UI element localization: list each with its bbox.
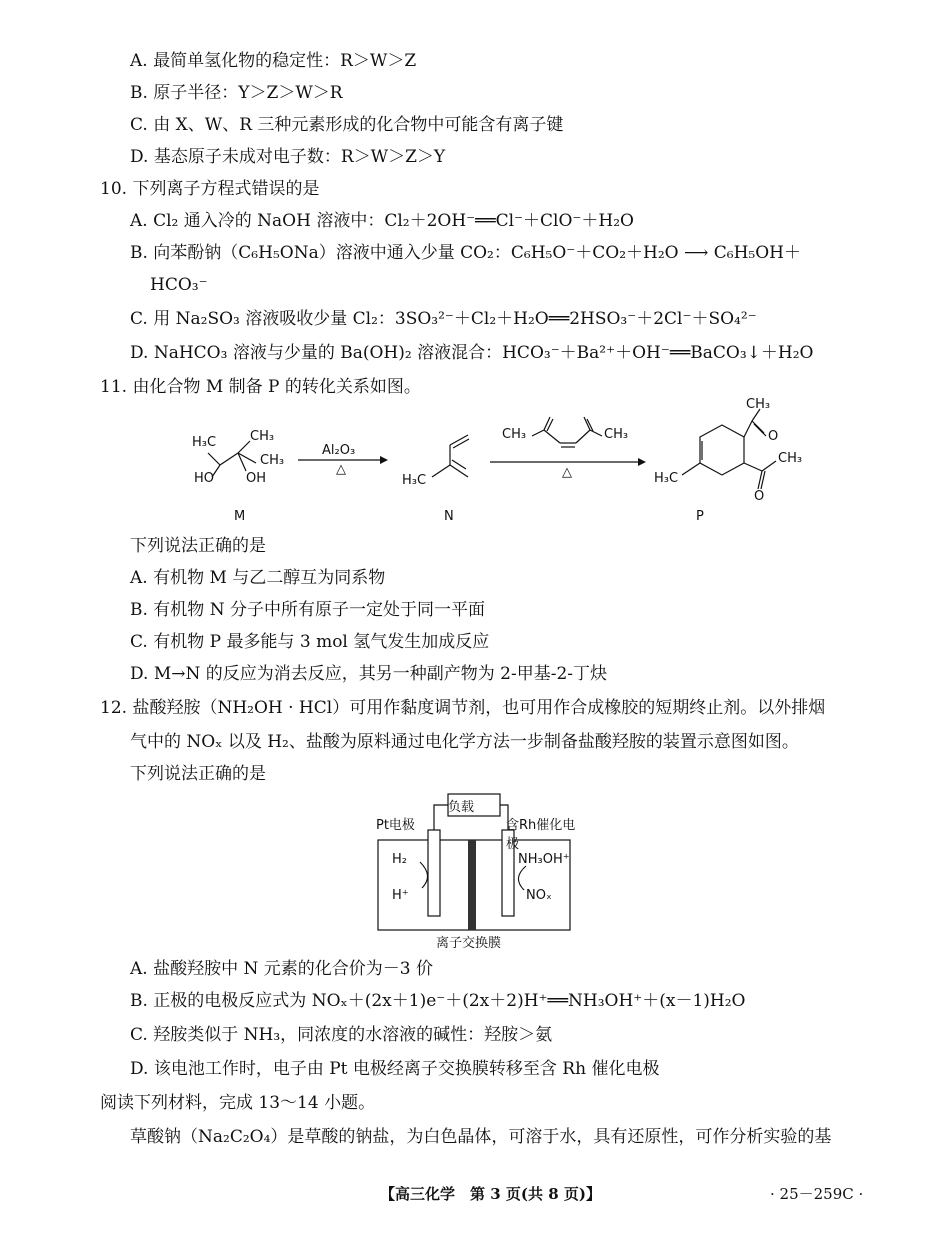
label-p: P [696, 509, 704, 524]
q11-option-a: A. 有机物 M 与乙二醇互为同系物 [130, 568, 386, 588]
label-n: N [444, 509, 454, 524]
membrane-label: 离子交换膜 [436, 936, 502, 951]
p-o-top: O [768, 429, 779, 444]
electrochemical-cell [376, 790, 576, 950]
q9-option-a: A. 最简单氢化物的稳定性：R＞W＞Z [130, 51, 417, 71]
page-footer: 【高三化学 第 3 页(共 8 页)】 [380, 1185, 601, 1203]
hplus-label: H⁺ [392, 888, 409, 903]
q12-option-c: C. 羟胺类似于 NH₃，同浓度的水溶液的碱性：羟胺＞氨 [130, 1025, 553, 1045]
q12-stem-1: 12. 盐酸羟胺（NH₂OH · HCl）可用作黏度调节剂，也可用作合成橡胶的短期终止剂。以外排烟 [100, 698, 826, 718]
m-ch3-right: CH₃ [260, 453, 285, 468]
q11-option-b: B. 有机物 N 分子中所有原子一定处于同一平面 [130, 600, 485, 620]
q11-stem: 11. 由化合物 M 制备 P 的转化关系如图。 [100, 377, 421, 397]
page-code: · 25－259C · [770, 1185, 864, 1203]
n-h3c: H₃C [402, 473, 427, 488]
exchange-membrane [468, 840, 476, 930]
q10-option-d: D. NaHCO₃ 溶液与少量的 Ba(OH)₂ 溶液混合：HCO₃⁻＋Ba²⁺＋OH⁻══BaCO₃↓＋H₂O [130, 343, 814, 363]
q10-option-b: B. 向苯酚钠（C₆H₅ONa）溶液中通入少量 CO₂：C₆H₅O⁻＋CO₂＋H₂O ⟶ C₆H₅OH＋ [130, 243, 801, 263]
q11-option-c: C. 有机物 P 最多能与 3 mol 氢气发生加成反应 [130, 632, 490, 652]
pt-electrode-label: Pt电极 [376, 818, 415, 833]
m-ch3-top: CH₃ [250, 429, 275, 444]
p-o-bottom: O [754, 489, 765, 504]
q10-stem: 10. 下列离子方程式错误的是 [100, 179, 320, 199]
dien-ch3-left: CH₃ [502, 427, 527, 442]
q12-stem-3: 下列说法正确的是 [130, 764, 266, 784]
q10-option-c: C. 用 Na₂SO₃ 溶液吸收少量 Cl₂：3SO₃²⁻＋Cl₂＋H₂O══2HSO₃⁻＋2Cl⁻＋SO₄²⁻ [130, 309, 757, 329]
nh3oh-label: NH₃OH⁺ [518, 852, 570, 867]
q10-option-b-cont: HCO₃⁻ [150, 275, 208, 295]
q11-option-d: D. M→N 的反应为消去反应，其另一种副产物为 2-甲基-2-丁炔 [130, 664, 608, 684]
reaction-scheme [180, 397, 803, 535]
heat-symbol-2: △ [562, 465, 572, 480]
rh-electrode-label: 含Rh催化电极 [506, 818, 576, 852]
reading-intro: 阅读下列材料，完成 13～14 小题。 [100, 1093, 376, 1113]
molecule-p-bonds [682, 409, 779, 489]
q12-option-a: A. 盐酸羟胺中 N 元素的化合价为－3 价 [130, 959, 433, 979]
p-h3c: H₃C [654, 471, 679, 486]
m-h3c: H₃C [192, 435, 217, 450]
q9-option-d: D. 基态原子未成对电子数：R＞W＞Z＞Y [130, 147, 446, 167]
m-oh: OH [246, 471, 267, 486]
label-m: M [234, 509, 246, 524]
m-ho: HO [194, 471, 215, 486]
reaction-scheme-svg [180, 405, 803, 535]
q12-stem-2: 气中的 NOₓ 以及 H₂、盐酸为原料通过电化学方法一步制备盐酸羟胺的装置示意图如图。 [130, 732, 799, 752]
reagent-al2o3: Al₂O₃ [322, 443, 356, 458]
q11-sub: 下列说法正确的是 [130, 536, 266, 556]
q12-option-b: B. 正极的电极反应式为 NOₓ＋(2x＋1)e⁻＋(2x＋2)H⁺══NH₃OH⁺＋(x－1)H₂O [130, 991, 746, 1011]
dien-ch3-right: CH₃ [604, 427, 629, 442]
heat-symbol-1: △ [336, 462, 346, 477]
reading-paragraph: 草酸钠（Na₂C₂O₄）是草酸的钠盐，为白色晶体，可溶于水，具有还原性，可作分析实验的基 [130, 1127, 832, 1147]
dienophile-bonds [532, 417, 602, 447]
q9-option-b: B. 原子半径：Y＞Z＞W＞R [130, 83, 343, 103]
h2-label: H₂ [392, 852, 407, 867]
q12-option-d: D. 该电池工作时，电子由 Pt 电极经离子交换膜转移至含 Rh 催化电极 [130, 1059, 660, 1079]
p-ch3-top: CH₃ [746, 397, 771, 412]
molecule-n-bonds [432, 435, 469, 477]
q10-option-a: A. Cl₂ 通入冷的 NaOH 溶液中：Cl₂＋2OH⁻══Cl⁻＋ClO⁻＋H₂O [130, 211, 634, 231]
pt-electrode [428, 830, 440, 916]
q9-option-c: C. 由 X、W、R 三种元素形成的化合物中可能含有离子键 [130, 115, 564, 135]
nox-label: NOₓ [526, 888, 552, 903]
p-ch3-right: CH₃ [778, 451, 803, 466]
load-label: 负载 [448, 800, 475, 815]
